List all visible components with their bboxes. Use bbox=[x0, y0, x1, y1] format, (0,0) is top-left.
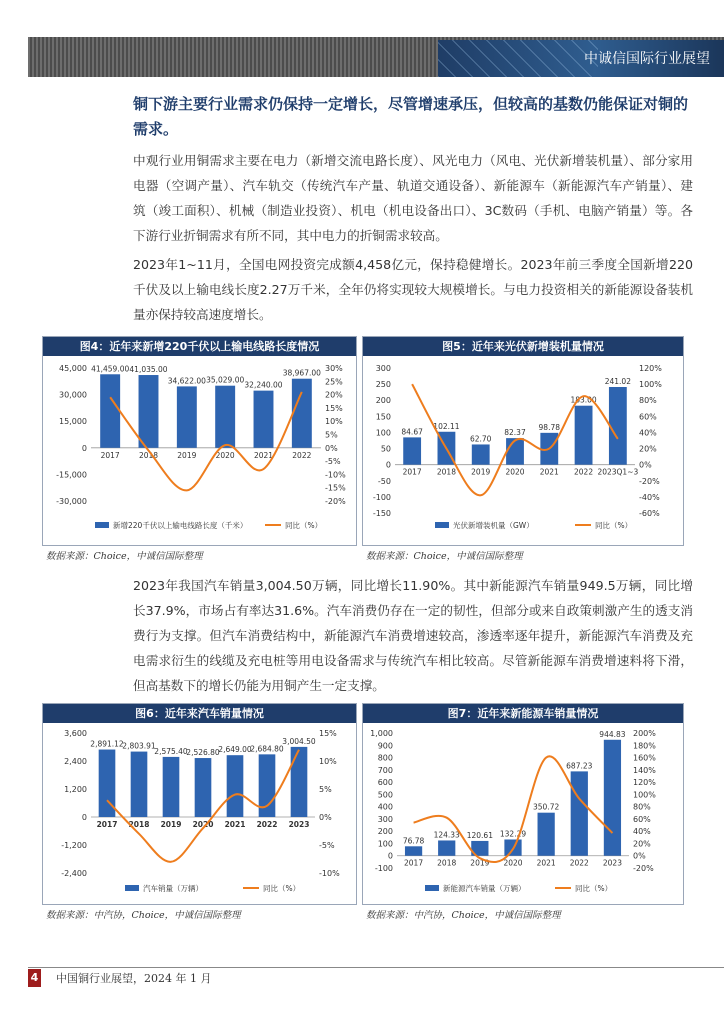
left-axis-tick-label: 3,600 bbox=[64, 729, 87, 738]
left-axis-tick-label: -15,000 bbox=[56, 470, 87, 480]
bar bbox=[472, 444, 490, 464]
left-axis-tick-label: 250 bbox=[375, 380, 391, 390]
header-band bbox=[28, 37, 724, 77]
category-label: 2019 bbox=[160, 820, 182, 829]
bar bbox=[438, 840, 455, 855]
category-label: 2019 bbox=[470, 858, 490, 868]
data-label: 41,035.00 bbox=[129, 365, 168, 375]
right-axis-tick-label: 0% bbox=[319, 813, 332, 822]
page-number: 4 bbox=[28, 969, 41, 987]
bar bbox=[195, 758, 212, 817]
data-label: 2,526.80 bbox=[186, 748, 220, 758]
left-axis-tick-label: 200 bbox=[377, 827, 393, 837]
footer-text: 中国铜行业展望，2024 年 1 月 bbox=[56, 972, 212, 985]
left-axis-tick-label: -50 bbox=[377, 476, 391, 486]
paragraph-2: 2023年1~11月，全国电网投资完成额4,458亿元，保持稳健增长。2023年前三季度全国新增220千伏及以上输电线长度2.27万千米，全年仍将实现较大规模增长。与电力投资相关的新能源设备装机量亦保持较高速度增长。 bbox=[133, 257, 693, 322]
legend-label: 同比（%） bbox=[595, 521, 633, 530]
chart-title: 图5：近年来光伏新增装机量情况 bbox=[363, 337, 683, 356]
bar bbox=[292, 379, 312, 448]
bar bbox=[575, 406, 593, 465]
data-label: 2,684.80 bbox=[250, 744, 284, 754]
paragraph-1: 中观行业用铜需求主要在电力（新增交流电路长度）、风光电力（风电、光伏新增装机量）、部分家用电器（空调产量）、汽车轨交（传统汽车产量、轨道交通设备）、新能源车（新能源汽车产销量）、建筑（竣工面积）、机械（制造业投资）、机电（机电设备出口）、3C数码（手机、电脑产销量）等。各下游行业折铜需求有所不同，其中电力的折铜需求较高。 bbox=[133, 153, 693, 243]
right-axis-tick-label: -60% bbox=[639, 509, 660, 518]
data-label: 241.02 bbox=[604, 377, 631, 387]
right-axis-tick-label: 0% bbox=[633, 851, 646, 861]
data-label: 41,459.00 bbox=[91, 364, 130, 374]
data-label: 62.70 bbox=[469, 434, 492, 444]
left-axis-tick-label: -2,400 bbox=[61, 869, 87, 878]
right-axis-tick-label: 120% bbox=[639, 364, 662, 373]
category-label: 2019 bbox=[471, 467, 491, 477]
header-banner bbox=[438, 40, 724, 77]
left-axis-tick-label: 1,200 bbox=[64, 785, 87, 794]
legend-swatch-bar bbox=[435, 522, 449, 528]
category-label: 2023Q1~3 bbox=[597, 467, 639, 477]
chart-fig7 bbox=[362, 703, 684, 905]
category-label: 2022 bbox=[574, 467, 594, 477]
category-label: 2021 bbox=[224, 820, 246, 829]
right-axis-tick-label: 80% bbox=[633, 802, 651, 812]
right-axis-tick-label: 10% bbox=[319, 757, 337, 766]
right-axis-tick-label: 20% bbox=[325, 390, 343, 400]
left-axis-tick-label: 0 bbox=[81, 443, 87, 453]
legend-label: 新能源汽车销量（万辆） bbox=[443, 884, 526, 893]
chart-fig6 bbox=[42, 703, 357, 905]
data-label: 98.78 bbox=[538, 422, 561, 432]
legend-swatch-bar bbox=[95, 522, 109, 528]
bar bbox=[405, 846, 422, 855]
source-fig7: 数据来源：中汽协，Choice，中诚信国际整理 bbox=[366, 910, 561, 921]
bar bbox=[227, 755, 244, 817]
right-axis-tick-label: 25% bbox=[325, 377, 343, 387]
data-label: 2,575.40 bbox=[154, 746, 188, 756]
bar bbox=[177, 386, 197, 447]
legend-label: 同比（%） bbox=[575, 884, 613, 893]
data-label: 120.61 bbox=[466, 830, 493, 840]
left-axis-tick-label: 700 bbox=[377, 765, 393, 775]
left-axis-tick-label: 50 bbox=[380, 444, 391, 454]
data-label: 76.78 bbox=[402, 836, 425, 846]
chart-title: 图4：近年来新增220千伏以上输电线路长度情况 bbox=[43, 337, 356, 356]
left-axis-tick-label: 0 bbox=[385, 460, 391, 470]
left-axis-tick-label: -1,200 bbox=[61, 841, 87, 850]
chart-title: 图7：近年来新能源车销量情况 bbox=[363, 704, 683, 723]
category-label: 2017 bbox=[402, 467, 422, 477]
bar bbox=[609, 387, 627, 465]
data-label: 32,240.00 bbox=[244, 380, 283, 390]
right-axis-tick-label: 140% bbox=[633, 765, 656, 775]
chart-svg bbox=[363, 356, 683, 545]
right-axis-tick-label: 30% bbox=[325, 364, 343, 373]
category-label: 2020 bbox=[503, 858, 523, 868]
legend-swatch-bar bbox=[425, 885, 439, 891]
left-axis-tick-label: 500 bbox=[377, 790, 393, 800]
category-label: 2022 bbox=[292, 450, 312, 460]
left-axis-tick-label: 800 bbox=[377, 753, 393, 763]
category-label: 2020 bbox=[192, 820, 214, 829]
right-axis-tick-label: 20% bbox=[633, 839, 651, 849]
data-label: 35,029.00 bbox=[206, 375, 245, 385]
source-fig4: 数据来源：Choice，中诚信国际整理 bbox=[46, 551, 203, 562]
category-label: 2017 bbox=[100, 450, 120, 460]
right-axis-tick-label: 10% bbox=[325, 417, 343, 427]
category-label: 2021 bbox=[253, 450, 274, 460]
left-axis-tick-label: 300 bbox=[375, 364, 391, 373]
right-axis-tick-label: 200% bbox=[633, 729, 656, 738]
category-label: 2020 bbox=[215, 450, 235, 460]
left-axis-tick-label: 100 bbox=[377, 839, 393, 849]
bar bbox=[215, 386, 235, 448]
category-label: 2021 bbox=[539, 467, 559, 477]
left-axis-tick-label: 1,000 bbox=[370, 729, 393, 738]
data-label: 84.67 bbox=[401, 427, 423, 437]
data-label: 132.29 bbox=[499, 829, 527, 839]
left-axis-tick-label: 600 bbox=[377, 778, 393, 788]
left-axis-tick-label: 0 bbox=[81, 813, 87, 822]
right-axis-tick-label: 120% bbox=[633, 778, 656, 788]
right-axis-tick-label: 60% bbox=[639, 412, 657, 422]
left-axis-tick-label: -100 bbox=[374, 864, 393, 873]
category-label: 2023 bbox=[288, 820, 310, 829]
source-fig6: 数据来源：中汽协，Choice，中诚信国际整理 bbox=[46, 910, 241, 921]
data-label: 38,967.00 bbox=[282, 368, 321, 378]
legend-label: 光伏新增装机量（GW） bbox=[453, 521, 534, 530]
data-label: 183.00 bbox=[570, 395, 597, 405]
category-label: 2023 bbox=[602, 858, 622, 868]
left-axis-tick-label: 45,000 bbox=[59, 364, 87, 373]
source-fig5: 数据来源：Choice，中诚信国际整理 bbox=[366, 551, 523, 562]
right-axis-tick-label: -20% bbox=[633, 864, 654, 873]
right-axis-tick-label: 40% bbox=[633, 827, 651, 837]
right-axis-tick-label: 160% bbox=[633, 753, 656, 763]
right-axis-tick-label: 60% bbox=[633, 814, 651, 824]
bar bbox=[131, 752, 148, 817]
bar bbox=[506, 438, 524, 465]
left-axis-tick-label: 150 bbox=[375, 412, 391, 422]
bar bbox=[163, 757, 180, 817]
right-axis-tick-label: -5% bbox=[325, 457, 341, 467]
category-label: 2018 bbox=[138, 450, 159, 460]
right-axis-tick-label: 15% bbox=[325, 403, 343, 413]
left-axis-tick-label: 15,000 bbox=[59, 417, 87, 427]
left-axis-tick-label: 900 bbox=[377, 741, 393, 751]
data-label: 102.11 bbox=[433, 421, 460, 431]
right-axis-tick-label: 15% bbox=[319, 729, 337, 738]
data-label: 2,803.91 bbox=[122, 741, 156, 751]
right-axis-tick-label: -20% bbox=[325, 497, 346, 506]
bar bbox=[571, 771, 588, 855]
bar bbox=[100, 374, 120, 448]
right-axis-tick-label: -10% bbox=[325, 470, 346, 480]
right-axis-tick-label: 80% bbox=[639, 396, 657, 406]
category-label: 2018 bbox=[128, 820, 150, 829]
left-axis-tick-label: 200 bbox=[375, 396, 391, 406]
left-axis-tick-label: -100 bbox=[372, 492, 391, 502]
right-axis-tick-label: 100% bbox=[639, 380, 662, 390]
left-axis-tick-label: 300 bbox=[377, 814, 393, 824]
category-label: 2017 bbox=[404, 858, 424, 868]
section-heading: 铜下游主要行业需求仍保持一定增长，尽管增速承压，但较高的基数仍能保证对铜的需求。 bbox=[133, 95, 689, 138]
data-label: 2,891.12 bbox=[90, 739, 124, 749]
bar bbox=[291, 747, 308, 817]
right-axis-tick-label: 5% bbox=[325, 430, 338, 440]
data-label: 944.83 bbox=[599, 729, 626, 739]
banner-title: 中诚信国际行业展望 bbox=[584, 51, 710, 67]
chart-title: 图6：近年来汽车销量情况 bbox=[43, 704, 356, 723]
right-axis-tick-label: -20% bbox=[639, 476, 660, 486]
right-axis-tick-label: -15% bbox=[325, 483, 346, 493]
chart-fig4 bbox=[42, 336, 357, 546]
chart-svg bbox=[43, 723, 356, 904]
right-axis-tick-label: 0% bbox=[639, 460, 652, 470]
right-axis-tick-label: 180% bbox=[633, 741, 656, 751]
data-label: 687.23 bbox=[566, 761, 593, 771]
right-axis-tick-label: 20% bbox=[639, 444, 657, 454]
left-axis-tick-label: 0 bbox=[387, 851, 393, 861]
category-label: 2018 bbox=[436, 467, 456, 477]
chart-svg bbox=[43, 356, 356, 545]
left-axis-tick-label: -30,000 bbox=[56, 497, 87, 506]
right-axis-tick-label: 5% bbox=[319, 785, 332, 794]
data-label: 124.33 bbox=[433, 830, 460, 840]
left-axis-tick-label: 30,000 bbox=[59, 390, 87, 400]
right-axis-tick-label: 0% bbox=[325, 443, 338, 453]
data-label: 3,004.50 bbox=[282, 736, 316, 746]
category-label: 2022 bbox=[256, 820, 278, 829]
data-label: 350.72 bbox=[533, 802, 560, 812]
banner-decoration bbox=[438, 40, 598, 77]
right-axis-tick-label: 40% bbox=[639, 428, 657, 438]
category-label: 2019 bbox=[177, 450, 197, 460]
paragraph-3: 2023年我国汽车销量3,004.50万辆，同比增长11.90%。其中新能源汽车销量949.5万辆，同比增长37.9%，市场占有率达31.6%。汽车消费仍存在一定的韧性，但部分或来自政策刺激产生的透支消费行为支撑。但汽车消费结构中，新能源汽车消费增速较高，渗透率逐年提升，新能源汽车消费及充电需求衍生的线缆及充电桩等用电设备需求与传统汽车相比较高。尽管新能源车消费增速料将下滑，但高基数下的增长仍能为用铜产生一定支撑。 bbox=[133, 578, 693, 693]
right-axis-tick-label: 100% bbox=[633, 790, 656, 800]
data-label: 82.37 bbox=[504, 428, 526, 438]
right-axis-tick-label: -40% bbox=[639, 492, 660, 502]
category-label: 2022 bbox=[569, 858, 589, 868]
left-axis-tick-label: 100 bbox=[375, 428, 391, 438]
data-label: 34,622.00 bbox=[167, 376, 206, 386]
legend-swatch-bar bbox=[125, 885, 139, 891]
category-label: 2017 bbox=[96, 820, 118, 829]
legend-label: 汽车销量（万辆） bbox=[143, 884, 203, 893]
left-axis-tick-label: -150 bbox=[372, 509, 391, 518]
right-axis-tick-label: -5% bbox=[319, 841, 335, 850]
legend-label: 新增220千伏以上输电线路长度（千米） bbox=[113, 521, 248, 530]
chart-svg bbox=[363, 723, 683, 904]
legend-label: 同比（%） bbox=[285, 521, 323, 530]
footer-divider bbox=[28, 967, 724, 968]
left-axis-tick-label: 2,400 bbox=[64, 757, 87, 766]
category-label: 2020 bbox=[505, 467, 525, 477]
category-label: 2018 bbox=[437, 858, 457, 868]
category-label: 2021 bbox=[536, 858, 556, 868]
right-axis-tick-label: -10% bbox=[319, 869, 340, 878]
legend-label: 同比（%） bbox=[263, 884, 301, 893]
left-axis-tick-label: 400 bbox=[377, 802, 393, 812]
bar bbox=[538, 813, 555, 856]
chart-fig5 bbox=[362, 336, 684, 546]
bar bbox=[403, 437, 421, 464]
bar bbox=[139, 375, 159, 448]
data-label: 2,649.00 bbox=[218, 745, 252, 755]
bar bbox=[254, 391, 274, 448]
bar bbox=[604, 740, 621, 856]
